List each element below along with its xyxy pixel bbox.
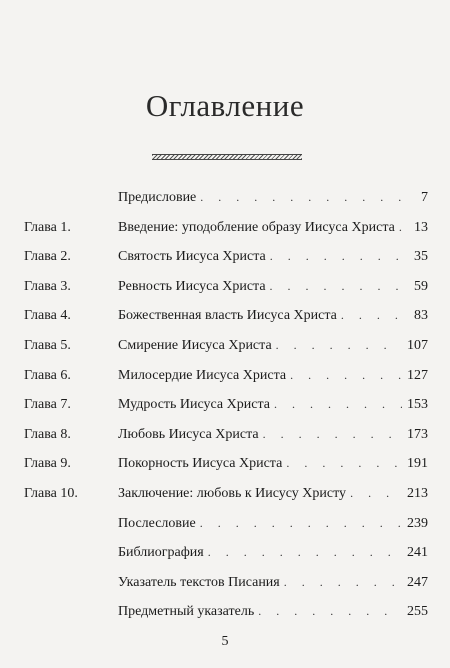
toc-entry[interactable]	[0, 516, 450, 536]
toc-page-number: 247	[407, 574, 428, 590]
toc-page-number: 191	[407, 456, 428, 472]
toc-entry[interactable]	[0, 220, 450, 240]
toc-entry[interactable]	[0, 545, 450, 565]
toc-entry-line	[118, 220, 428, 236]
toc-dot-leader	[200, 516, 402, 531]
toc-entry-line	[118, 338, 428, 354]
toc-entry-title: Смирение Иисуса Христа	[118, 338, 272, 353]
toc-entry-title: Заключение: любовь к Иисусу Христу	[118, 486, 347, 501]
page-number: 5	[221, 634, 229, 649]
toc-entry-title: Покорность Иисуса Христа	[118, 456, 283, 472]
toc-page-number: 35	[414, 249, 428, 265]
decorative-divider	[152, 154, 302, 160]
toc-dot-leader	[274, 397, 402, 412]
toc-entry[interactable]	[0, 575, 450, 595]
toc-entry-title: Любовь Иисуса Христа	[118, 426, 259, 442]
toc-entry[interactable]	[0, 397, 450, 417]
toc-chapter-label: Глава 8.	[24, 426, 71, 442]
toc-dot-leader	[341, 308, 402, 323]
toc-dot-leader	[286, 456, 402, 471]
toc-entry-line	[118, 308, 428, 324]
toc-dot-leader	[270, 249, 402, 264]
toc-entry-title: Послесловие	[118, 515, 196, 531]
toc-chapter-label: Глава 1.	[24, 219, 71, 235]
toc-entry-title: Предметный указатель	[118, 604, 255, 620]
toc-entry-line	[118, 249, 428, 265]
toc-page-number: 241	[407, 545, 428, 561]
toc-page-number: 13	[414, 219, 428, 235]
toc-chapter-label: Глава 3.	[24, 278, 71, 294]
toc-page-number: 83	[414, 308, 428, 324]
toc-entry-title: Введение: уподобление образу Иисуса Христа	[118, 219, 395, 235]
page-title: Оглавление	[145, 88, 305, 123]
toc-dot-leader	[276, 338, 402, 353]
toc-entry-line	[118, 368, 428, 384]
toc-chapter-label: Глава 7.	[24, 397, 71, 413]
toc-page-number: 239	[407, 515, 428, 531]
toc-entry-title: Божественная власть Иисуса Христа	[118, 308, 337, 324]
toc-chapter-label: Глава 10.	[24, 486, 78, 501]
toc-dot-leader	[290, 368, 402, 383]
toc-chapter-label: Глава 4.	[24, 308, 71, 324]
toc-page-number: 213	[407, 486, 428, 501]
toc-entry[interactable]	[0, 456, 450, 476]
toc-entry-title: Милосердие Иисуса Христа	[118, 367, 287, 383]
toc-entry-title: Библиография	[118, 545, 204, 561]
toc-entry-line	[118, 486, 428, 502]
toc-entry-title: Указатель текстов Писания	[118, 574, 280, 590]
toc-entry-line	[118, 516, 428, 532]
toc-chapter-label: Глава 9.	[24, 456, 71, 472]
toc-entry-line	[118, 456, 428, 472]
toc-entry-line	[118, 427, 428, 443]
toc-chapter-label: Глава 2.	[24, 249, 71, 265]
toc-entry-title: Мудрость Иисуса Христа	[118, 397, 270, 413]
toc-entry-line	[118, 279, 428, 295]
toc-entry[interactable]	[0, 368, 450, 388]
toc-dot-leader	[263, 427, 402, 442]
toc-entry[interactable]	[0, 338, 450, 358]
toc-dot-leader	[270, 279, 402, 294]
toc-entry[interactable]	[0, 308, 450, 328]
toc-entry-line	[118, 604, 428, 620]
toc-page-number: 59	[414, 278, 428, 294]
toc-dot-leader	[200, 190, 402, 205]
toc-chapter-label: Глава 5.	[24, 338, 71, 353]
toc-page-number: 173	[407, 426, 428, 442]
toc-entry[interactable]	[0, 427, 450, 447]
toc-dot-leader	[258, 604, 402, 619]
toc-chapter-label: Глава 6.	[24, 367, 71, 383]
toc-entry[interactable]	[0, 486, 450, 506]
toc-dot-leader	[208, 545, 402, 560]
toc-entry-line	[118, 397, 428, 413]
toc-dot-leader	[350, 486, 402, 501]
toc-entry[interactable]	[0, 604, 450, 624]
toc-page-number: 7	[421, 190, 428, 205]
toc-entry[interactable]	[0, 279, 450, 299]
toc-entry-line	[118, 190, 428, 206]
toc-entry-line	[118, 545, 428, 561]
toc-entry[interactable]	[0, 190, 450, 210]
toc-page-number: 153	[407, 397, 428, 413]
toc-page-number: 127	[407, 367, 428, 383]
toc-entry-title: Ревность Иисуса Христа	[118, 278, 266, 294]
toc-entry-title: Святость Иисуса Христа	[118, 249, 266, 265]
toc-entry[interactable]	[0, 249, 450, 269]
toc-entry-line	[118, 575, 428, 591]
toc-page-number: 107	[407, 338, 428, 353]
toc-dot-leader	[284, 575, 402, 590]
toc-page-number: 255	[407, 604, 428, 620]
toc-entry-title: Предисловие	[118, 190, 197, 205]
